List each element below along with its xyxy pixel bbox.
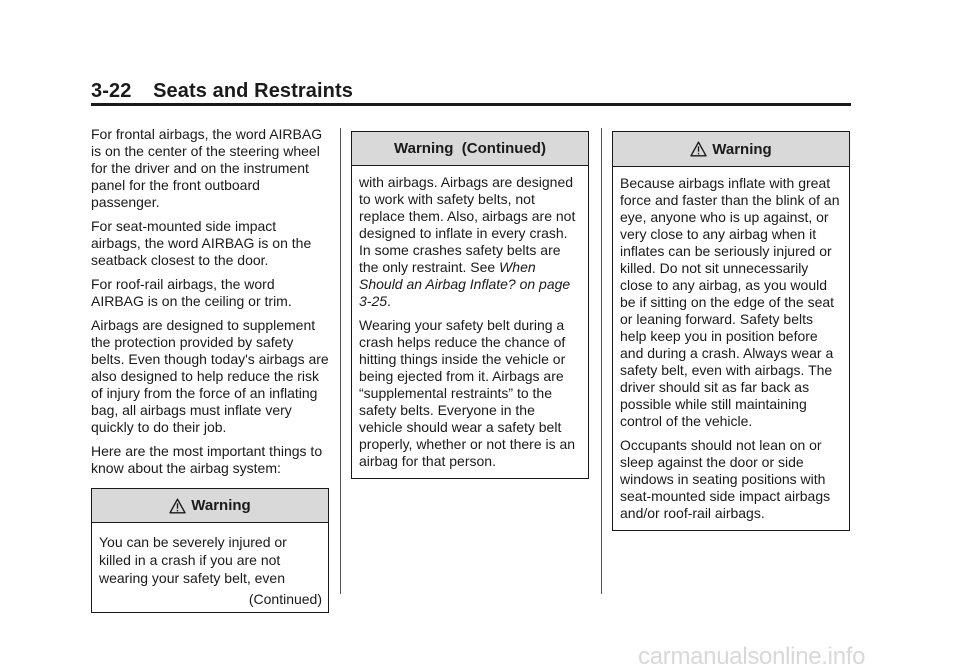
- column-1: [91, 126, 329, 613]
- warning-title: Warning (Continued): [394, 140, 546, 157]
- warning-text: You can be severely injured or killed in a crash if you are not wearing your safety belt, even: [99, 534, 287, 586]
- warning-icon: [169, 498, 186, 514]
- warning-box: [91, 488, 329, 613]
- warning-icon: [690, 141, 707, 157]
- warning-paragraph: Because airbags inflate with great force and faster than the blink of an eye, anyone who is up against, or very close to any airbag when it inflates can be seriously injured or killed. Do not sit unnecessarily close to any airbag, as you would be if sitting on the edge of the seat or leaning forward. Safety belts help keep you in position before and during a crash. Always wear a safety belt, even with airbags. The driver should sit as far back as possible while still maintaining control of the vehicle.: [620, 175, 840, 429]
- column-2: [351, 126, 589, 479]
- warning-paragraph: Wearing your safety belt during a crash helps reduce the chance of hitting things inside the vehicle or being ejected from it. Airbags are “supplemental restraints” to the safety belts. Everyone in the vehicle should wear a safety belt properly, whether or not there is an airbag for that person.: [359, 317, 576, 469]
- cross-reference-link[interactable]: When Should an Airbag Inflate? on page 3-25: [359, 259, 571, 309]
- paragraph: For seat-mounted side impact airbags, the word AIRBAG is on the seatback closest to the door.: [91, 218, 312, 268]
- warning-box-header: [92, 489, 328, 523]
- page-header: [91, 80, 851, 103]
- warning-box-header: [613, 132, 849, 167]
- page-number: 3-22: [91, 80, 132, 102]
- warning-text: with airbags. Airbags are designed to work with safety belts, not replace them. Also, airbags are not designed to inflate in every crash. In some crashes safety belts are the only restraint. See: [359, 174, 576, 275]
- warning-box-body: [352, 166, 588, 478]
- warning-title: Warning: [191, 497, 251, 514]
- section-title: Seats and Restraints: [153, 80, 353, 102]
- warning-paragraph: Occupants should not lean on or sleep against the door or side windows in seating positions with seat-mounted side impact airbags and/or roof-rail airbags.: [620, 437, 831, 521]
- header-rule: [91, 103, 851, 106]
- column-3: [612, 126, 850, 531]
- paragraph: For roof-rail airbags, the word AIRBAG is on the ceiling or trim.: [91, 276, 292, 309]
- warning-box: [612, 131, 850, 531]
- watermark: carmanualsonline.info: [638, 643, 866, 670]
- warning-box-header: [352, 132, 588, 166]
- warning-box-continued: [351, 131, 589, 479]
- warning-box-body: [92, 523, 328, 612]
- punctuation: .: [387, 293, 391, 309]
- paragraph: Here are the most important things to know about the airbag system:: [91, 443, 323, 476]
- warning-box-body: [613, 167, 849, 530]
- continued-label: (Continued): [248, 591, 322, 607]
- paragraph: Airbags are designed to supplement the protection provided by safety belts. Even though today's airbags are also designed to help reduce the risk of injury from the force of an inflating bag, all airbags must inflate very quickly to do their job.: [91, 317, 329, 435]
- column-divider: [601, 128, 602, 594]
- column-divider: [340, 128, 341, 594]
- paragraph: For frontal airbags, the word AIRBAG is on the center of the steering wheel for the driver and on the instrument panel for the front outboard passenger.: [91, 126, 323, 210]
- warning-title: Warning: [712, 140, 772, 158]
- warning-paragraph: [359, 174, 582, 310]
